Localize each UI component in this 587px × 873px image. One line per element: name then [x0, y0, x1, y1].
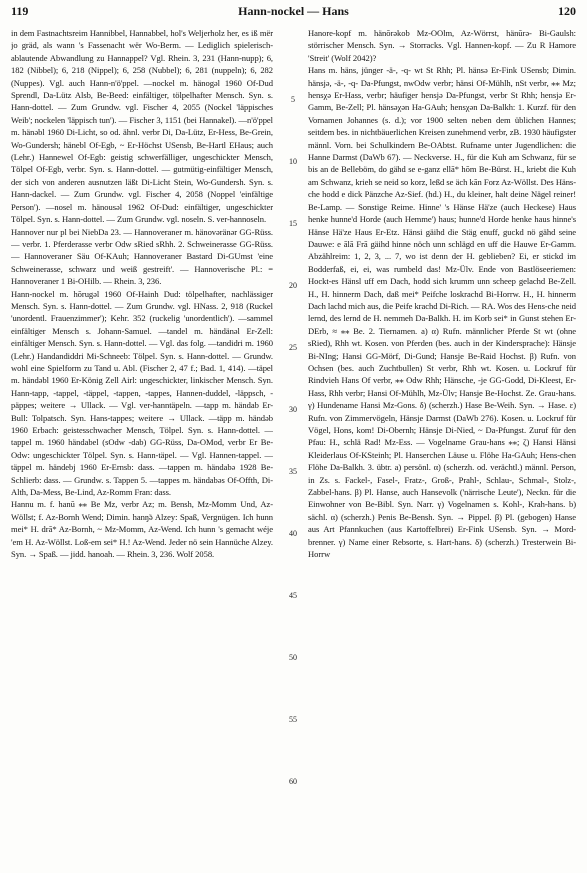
line-number: 20	[289, 281, 297, 290]
entry-hans: Hans m. häns, jünger -ä-, -q- wt St Rhh; Pl. hänsə Er-Fink USensb; Dimin. hänsjə, -ä-, -q- Da-Pfungst, nwOdw verbr; hänsi Of-Mühlh, nSt verbr, ⁎⁎ Mz; hensχə Er-Hass, verbr; häufiger hensjə Da-Pfungst, verbr St Rhh; hensjə Er-Gamm, Be-Zell; Pl. hänsəχən Ha-GAuh; hensχən Da-Balkh: 1. Kurzf. für den Vornamen Johannes (s. d.); vor 1900 selten neben dem üblichen Hannes; seitdem bes. in nichtbäuerlichen Kreisen zunehmend verbr, zB. 1930 häufigster männl. Vorn. bei Schulkindern Be-OAbtst. Rufname unter Jugendlichen: die Hanne Darmst (DaWb 67). — Neckverse. H., für die Kuh am Schwanz, für se bis an de Belleböm, do gähd se e-ganz ellā* hōm Be-Bürst. H., kriebt die Kuh am Schwanz, krieh se neid so korz, leßd se äch kān Forz Az-Wöllst. Des Häns-che hodd e dick Pänzche Az-Sief. (hd.) H., du kleiner, halt deine Nägel reiner! Be-Lamp. — Sonstige Reime. Hinne' 's Hänse Hä'ze (auch Heckese) Haus henke hunne'd Horde (auch Hemme') haus; hunne'd Horde henke haus hinne's Hänse Hä'ze Haus Er-Etz. Hänsi gäihd die Stäg enuff, guckd nö gähd seine Dauwe: e ālā Frā gäihd hinne nöch unn schlägd en uff die Hauwe Er-Gamm. Abzählreim: 1, 2, 3, ... 7, wo ist denn der H. geblieben? Ei, er stickd im Bodderfaß, ei, ei, was rumbeld das! Mz-Ülv. Ende von Bastlöseeriemen: Hockt-es Hänsl uff em Dach, hodd sich krumm unn scheep gelachd Be-Zell. H., H. hinnerm Dach, daß mei* Peifche loskrachd Bi-Horrw. H., H. hinnerm Dach lachd mich aus, die Peife krachd Di-Rich. — RA. Wos des Hens-che neid lernd, des lernd de H. nemmeh Da-Balkh. H. im Korb sei* in Gunst stehen Er-DErb, ≈ ⁎⁎ Be. 2. Tiernamen. a) α) Rufn. männlicher Pferde St wt (ohne sRied), Rhh wt. Kosen. von Pferden (bes. auch in der Kindersprache): Hänsje Bi-NIng; Hansi GG-Mörf, Di-Gund; Hansje Be-Raid Hochst. β) Rufn. von Ochsen (bes. auch Zuchtbullen) St verbr, Rhh wt. Kosen. u. Lockruf für Rindvieh Hans Of verbr, ⁎⁎ Odw Rhh; Hänsche, -je GG-Godd, Di-Kleest, Er-Hass, Rhh verbr; Hansi Of-Mühlh, Mz-Ülv; Hansje Be-Hochst. Ze. Grau-hans. γ) Hundename Hansi Mz-Gons. δ) (scherzh.) Hase Be-Weih. Syn. → Hase. ε) Rufn. von Zimmervögeln, Hänsje Darmst (DaWb 276). Kosen. u. Lockruf für Vögel, Hons, kom! Di-Obernh; Hänsje Di-Nied, ~ Da-Pfungst. Zuruf für den Pfau: H., schlä Rad! Mz-Ess. — Vogelname Grau-hans ⁎⁎; ζ) Hansi Hänsi Kleiderlaus Of-KSteinh; Pl. Hanserchen Läuse u. Flöhe Ha-GAuh; Hens-chen Flöhe Da-Balkh. 3. übtr. a) persönl. α) (scherzh. od. verächtl.) männl. Person, in Zs. s. Fackel-, Fasel-, Fratz-, Groß-, Prahl-, Schlau-, Schmal-, Stolz-, Zabbel-hans. β) Pl. Hanse, auch Hansevolk ('närrische Leute'), Neckn. für die Einwohner von Be-Bibl. Syn. Narr. γ) Vogelnamen s. Kohl-, Krah-hans. b) sächl. α) (scherzh.) Penis Be-Bensh. Syn. → Pippel. β) Pl. (gebogen) Hanse aus Art Pfannkuchen (aus Kartoffelbrei) Er-Fink USensb. Syn. → Mord-brenner. γ) Name einer Rebsorte, s. Hart-hans. δ) (scherzh.) Tresterwein Bi-Horrw	[308, 65, 576, 560]
line-number: 40	[289, 529, 297, 538]
line-number: 45	[289, 591, 297, 600]
line-number: 15	[289, 219, 297, 228]
entry-hann-noppel: in dem Fastnachtsreim Hannibbel, Hannabbel, hol's Weljerholz her, es iß mër jo gräd, als wann 's Fassenacht wër Wo-Berm. — Lediglich spielerisch-ablautende Abwandlung zu Hannappel? Vgl. Rhein. 3, 231 (Hann-nupp); 6, 182 (Nibbel); 6, 218 (Nippel); 6, 258 (Nubbel); 6, 281 (nuppeln); 6, 282 (Nuppes). Vgl. auch Hann-n'ö'ppel. —nockel m. hänogəl 1960 Of-Dud Sprendl, Da-Lütz Alsb, Be-Beed: einfältiger, tölpelhafter Mensch. Syn. s. Hann-dottel. — Zum Grundw. vgl. Fischer 4, 2055 (Nockel 'läppisches Weib'; nockelen 'läppisch tun'). — Fischer 3, 1151 (bei Hannakel). —n'ö'ppel m. hänəbl 1960 Di-Licht, so od. ähnl. verbr Di, Da-Lütz, Er-Hess, Be-Grein, Wo-Gundersh; hänebl Of-Egb, ~ Er-Höchst USensb, Be-Hartl EHaus; auch (Lehr.) Hannewel Of-Egb: geistig schwerfälliger, ungeschickter Mensch, Tölpel Of-Egb, verbr. Syn. s. Hann-dottel. — gutmütig-einfältiger Mensch, der sich von anderen ausnutzen läßt Di-Licht Stein, Wo-Gundersh. Syn. s. Hann-dackel. — Zum Grundw. vgl. Fischer 4, 2058 (Noppel 'einfältige Person'). —nosel m. hänousəl 1962 Of-Dud: einfältiger, ungeschickter Tölpel. Syn. s. Hann-dottel. — Zum Grundw. vgl. noseln. S. ver-hannoseln.	[11, 28, 273, 225]
line-number: 10	[289, 157, 297, 166]
left-column	[11, 27, 273, 869]
entry-hannu: Hannu m. f. hanū ⁎⁎ Be Mz, verbr Az; m. Bensh, Mz-Momm Und, Az-Wöllst; f. Az-Bornh Wend; Dimin. hanŋ̃ə Alzey: Spaß, Vergnügen. Ich hunn mei* H. drā* Az-Bornh, ~ Mz-Momm, Az-Wend. Ich hunn 's gemacht wéje 'em H. Az-Wöllst. Loß-em sei* H.! Az-Wend. Jeder nö sein Hannüche Alzey. Syn. → Spaß. — jidd. hanoah. — Rhein. 3, 236. Wolf 2058.	[11, 499, 273, 560]
entry-hannover: Hannover nur pl bei NiebDa 23. — Hannoveraner m. hänovəränər GG-Rüss. — verbr. 1. Pferderasse verbr Odw sRied sRhh. 2. Schweinerasse GG-Rüss. — Hannoveraner Säu Of-KAuh; Hannoveraner Bastard Di-GUmst 'eine Schweinerasse, schwarz und weiß gestreift'. — Hannoverische Pl.: = Hannoveraner 1 Bi-OHilb. — Rhein. 3, 236.	[11, 226, 273, 287]
running-title: Hann-nockel — Hans	[238, 4, 349, 18]
line-number: 30	[289, 405, 297, 414]
line-number: 60	[289, 777, 297, 786]
entry-hann-ruckel: Hann-nockel m. hōrugəl 1960 Of-Hainh Dud: tölpelhafter, nachlässiger Mensch. Syn. s. Hann-dottel. — Zum Grundw. vgl. HNass. 2, 918 (Ruckel 'unordentl. Frauenzimmer'); Kehr. 352 (ruckelig 'unordentlich'). —sammel einfältiger Mensch s. Johann-Samuel. —tandel m. händänəl Er-Zell: einfältiger Mensch. Syn. s. Hann-dottel. — Vgl. das folg. —tandidri m. 1960 (Lehr.) Handandiddri Mi-Schneeb: Tölpel. Syn. s. Hann-dottel. — Grundw. wohl eine Spielform zu Tand u. Abl. (Fischer 2, 47 f.; Bad. 1, 414). —täpel m. händəbl 1960 Er-König Zell Airl: ungeschickter, linkischer Mensch. Syn. Hann-tapp, -tappel, -täppel, -tappen, -tappes, Hannen-duddel, -läppsch, -päppes; weitere → Ullack. — Vgl. ver-hanntäpeln. —tapp m. händab Er-Bull: Tolpatsch. Syn. Hans-tappes; weitere → Ullack. —täpp m. händəb 1960 Erbach: geistesschwacher Mensch, Tölpel. Syn. s. Hann-dottel. —tappel m. 1960 händabel (sOdw -dab) GG-Rüss, Da-OMod, verbr Er Be-Odw: ungeschickter Tölpel. Syn. s. Hann-täpel. — Vgl. Hannen-tappel. —täppel m. händebj 1960 Er-Ernsb: dass. —tappen m. händabə 1928 Be-Schlierb: dass. — Grundw. s. Tappen 5. —tappes m. händabəs Of-Offth, Di-Alth, Da-Mess, Be-Lind, Az-Romm Fran: dass.	[11, 288, 273, 498]
line-number: 25	[289, 343, 297, 352]
page-number-right: 120	[558, 4, 576, 18]
line-number: 5	[291, 95, 295, 104]
line-number: 35	[289, 467, 297, 476]
right-column	[308, 27, 576, 869]
entry-hanore-kopf: Hanore-kopf m. hänōrəkob Mz-OOlm, Az-Wörrst, hänūrə- Bi-Gaulsh: störrischer Mensch. Syn. → Storracks. Vgl. Hannen-kopf. — Zu R Hamore 'Streit' (Wolf 2042)?	[308, 28, 576, 63]
line-number: 55	[289, 715, 297, 724]
line-number: 50	[289, 653, 297, 662]
page-number-left: 119	[11, 4, 29, 18]
